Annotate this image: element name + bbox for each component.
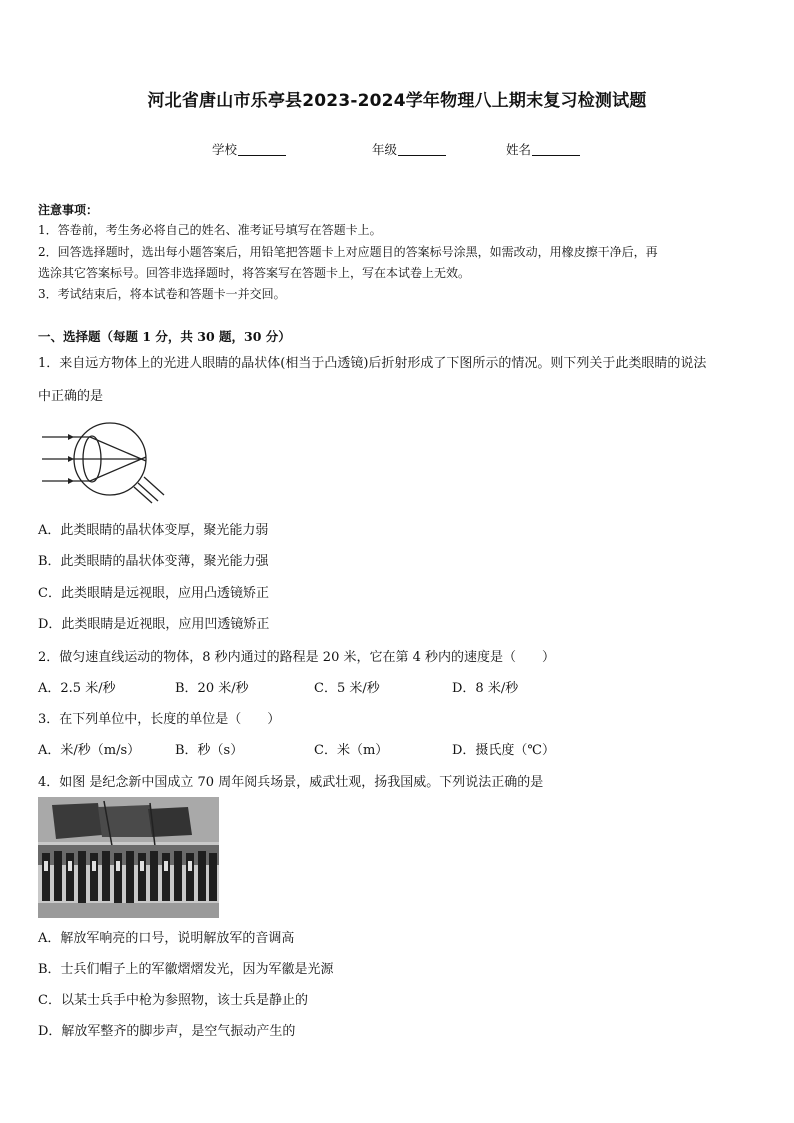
notice-item: 选涂其它答案标号。回答非选择题时，将答案写在答题卡上，写在本试卷上无效。	[38, 266, 471, 280]
notice-item: 1．答卷前，考生务必将自己的姓名、准考证号填写在答题卡上。	[38, 223, 382, 237]
grade-blank	[398, 143, 446, 156]
notice-heading: 注意事项：	[38, 203, 99, 217]
question-2-option-d: D．8 米/秒	[452, 681, 519, 696]
name-label: 姓名	[506, 142, 532, 157]
question-1-option-a: A．此类眼睛的晶状体变厚，聚光能力弱	[38, 523, 269, 538]
question-3-option-b: B．秒（s）	[175, 743, 244, 758]
school-label: 学校	[212, 142, 238, 157]
notice-item: 2．回答选择题时，选出每小题答案后，用铅笔把答题卡上对应题目的答案标号涂黑，如需改动，用橡皮擦干净后，再	[38, 245, 658, 259]
question-3-option-c: C．米（m）	[314, 743, 389, 758]
school-field	[212, 140, 286, 158]
name-field	[506, 140, 580, 158]
question-2-option-c: C．5 米/秒	[314, 681, 380, 696]
question-2-option-b: B．20 米/秒	[175, 681, 249, 696]
grade-label: 年级	[372, 142, 398, 157]
name-blank	[532, 143, 580, 156]
question-1-stem-cont: 中正确的是	[38, 389, 104, 404]
grade-field	[372, 140, 446, 158]
question-4-option-b: B．士兵们帽子上的军徽熠熠发光，因为军徽是光源	[38, 962, 334, 977]
page-title: 河北省唐山市乐亭县2023-2024学年物理八上期末复习检测试题	[147, 91, 647, 111]
question-1-option-c: C．此类眼睛是远视眼，应用凸透镜矫正	[38, 586, 269, 601]
question-1-option-b: B．此类眼睛的晶状体变薄，聚光能力强	[38, 554, 269, 569]
school-blank	[238, 143, 286, 156]
question-2-option-a: A．2.5 米/秒	[38, 681, 116, 696]
question-3-stem: 3．在下列单位中，长度的单位是（ ）	[38, 712, 281, 727]
section-heading: 一、选择题（每题 1 分，共 30 题，30 分）	[38, 329, 291, 344]
question-1-option-d: D．此类眼睛是近视眼，应用凹透镜矫正	[38, 617, 270, 632]
question-4-stem: 4．如图 是纪念新中国成立 70 周年阅兵场景，威武壮观，扬我国威。下列说法正确的是	[38, 775, 544, 790]
notice-item: 3．考试结束后，将本试卷和答题卡一并交回。	[38, 287, 286, 301]
question-4-option-d: D．解放军整齐的脚步声，是空气振动产生的	[38, 1024, 296, 1039]
question-1-stem: 1．来自远方物体上的光进人眼睛的晶状体(相当于凸透镜)后折射形成了下图所示的情况。则下列关于此类眼睛的说法	[38, 356, 707, 371]
eye-diagram	[38, 415, 170, 505]
question-3-option-a: A．米/秒（m/s）	[38, 743, 141, 758]
question-4-option-a: A．解放军响亮的口号，说明解放军的音调高	[38, 931, 295, 946]
question-3-option-d: D．摄氏度（℃）	[452, 743, 555, 758]
question-2-stem: 2．做匀速直线运动的物体，8 秒内通过的路程是 20 米，它在第 4 秒内的速度是（ ）	[38, 650, 556, 665]
parade-photo	[38, 797, 219, 918]
question-4-option-c: C．以某士兵手中枪为参照物，该士兵是静止的	[38, 993, 308, 1008]
